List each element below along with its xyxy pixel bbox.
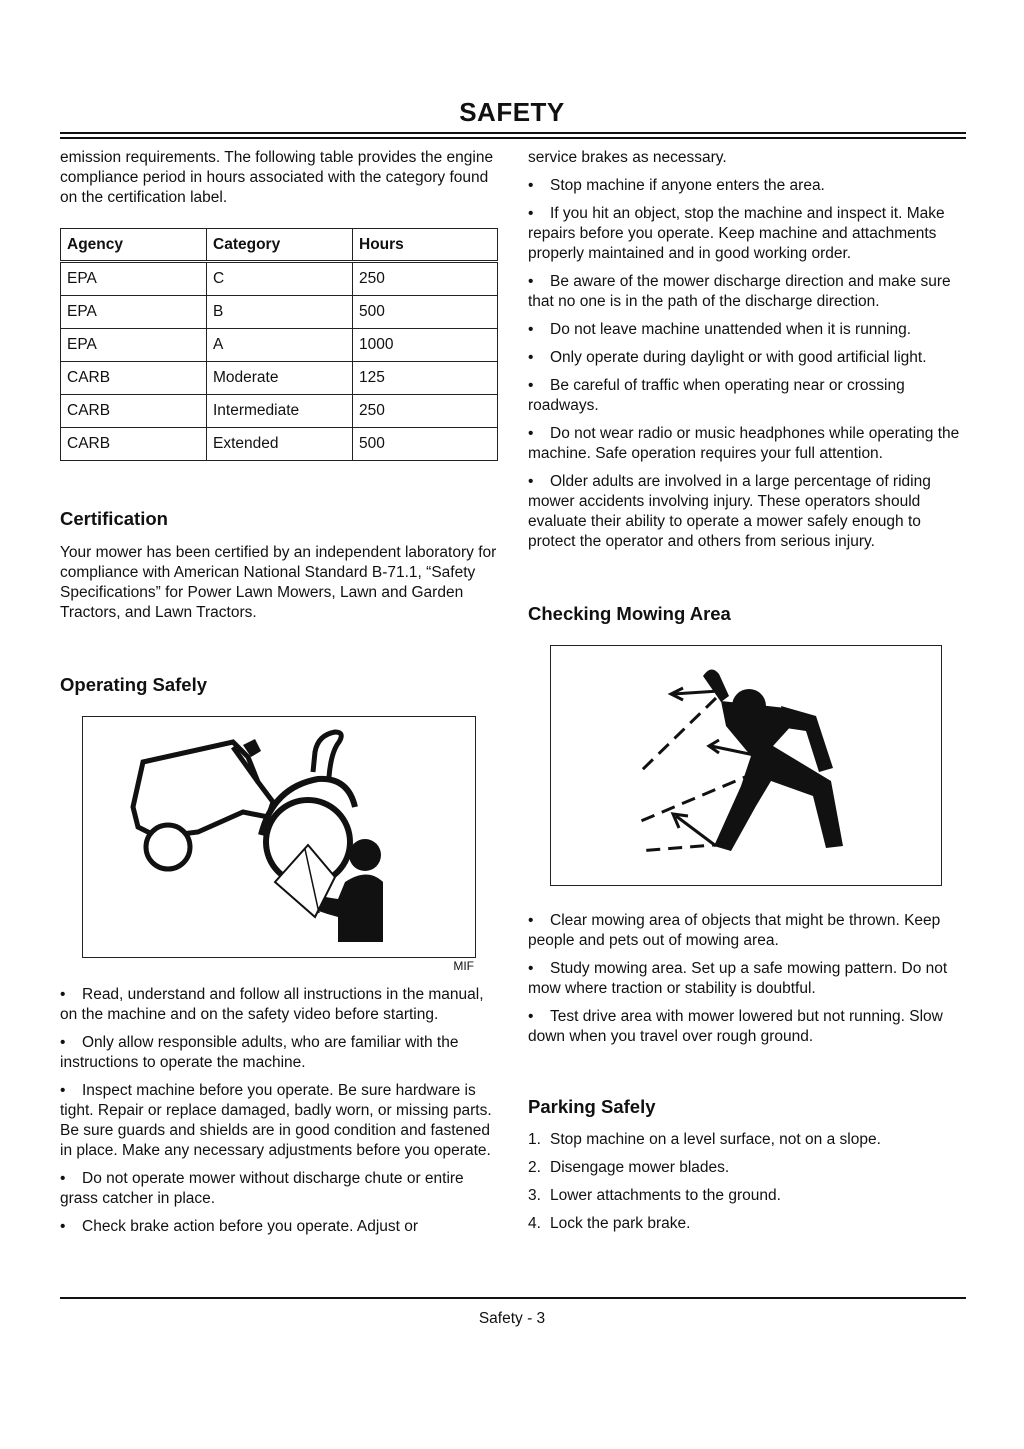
bullet-icon: • — [528, 425, 534, 442]
left-column — [60, 148, 500, 1245]
table-cell: A — [207, 329, 353, 362]
table-header-row — [61, 229, 498, 262]
operating-safely-list — [60, 985, 500, 1237]
list-item: • Only allow responsible adults, who are familiar with the instructions to operate the machine. — [60, 1034, 459, 1071]
right-column — [528, 148, 966, 1242]
list-item: • Do not operate mower without discharge chute or entire grass catcher in place. — [60, 1170, 464, 1207]
bullet-icon: • — [60, 986, 66, 1003]
list-item: • Inspect machine before you operate. Be sure hardware is tight. Repair or replace damaged, badly worn, or missing parts. Be sure guards and shields are in good condition and fastened in place. Make any necessary adjustments before you operate. — [60, 1082, 492, 1159]
table-cell: CARB — [61, 395, 207, 428]
certification-paragraph: Your mower has been certified by an independent laboratory for compliance with American National Standard B-71.1, “Safety Specifications” for Power Lawn Mowers, Lawn and Garden Tractors, and Lawn Tractors. — [60, 544, 497, 621]
table-cell: CARB — [61, 428, 207, 461]
list-item: • Read, understand and follow all instructions in the manual, on the machine and on the safety video before starting. — [60, 986, 484, 1023]
footer-rule — [60, 1297, 966, 1299]
table-cell: C — [207, 262, 353, 296]
table-cell: 250 — [353, 262, 498, 296]
parking-steps-list — [528, 1130, 966, 1234]
table-cell: 500 — [353, 428, 498, 461]
bullet-icon: • — [60, 1034, 66, 1051]
table-cell: 500 — [353, 296, 498, 329]
operating-safely-heading: Operating Safely — [60, 674, 208, 695]
table-row — [61, 296, 498, 329]
bullet-icon: • — [528, 273, 534, 290]
continuation-paragraph: service brakes as necessary. — [528, 149, 727, 166]
table-cell: 1000 — [353, 329, 498, 362]
bullet-icon: • — [528, 177, 534, 194]
operating-safely-figure — [82, 716, 476, 958]
table-row — [61, 428, 498, 461]
bullet-icon: • — [528, 960, 534, 977]
list-item: • Do not leave machine unattended when it is running. — [528, 321, 912, 338]
table-cell: EPA — [61, 296, 207, 329]
bullet-icon: • — [60, 1082, 66, 1099]
parking-safely-heading: Parking Safely — [528, 1096, 656, 1117]
list-item: 2. Disengage mower blades. — [528, 1159, 730, 1176]
table-row — [61, 362, 498, 395]
column-header-category: Category — [207, 229, 353, 262]
mowing-area-list — [528, 911, 966, 1047]
certification-heading: Certification — [60, 508, 168, 529]
list-item: • Do not wear radio or music headphones while operating the machine. Safe operation requires your full attention. — [528, 425, 960, 462]
table-row — [61, 329, 498, 362]
table-cell: Extended — [207, 428, 353, 461]
list-item: 1. Stop machine on a level surface, not on a slope. — [528, 1131, 881, 1148]
list-item: • Only operate during daylight or with good artificial light. — [528, 349, 927, 366]
list-item: 4. Lock the park brake. — [528, 1215, 691, 1232]
thrown-object-illustration — [551, 646, 941, 885]
table-row — [61, 395, 498, 428]
list-item: • Be aware of the mower discharge direction and make sure that no one is in the path of the discharge direction. — [528, 273, 951, 310]
table-cell: 250 — [353, 395, 498, 428]
bullet-icon: • — [528, 321, 534, 338]
list-item: • Test drive area with mower lowered but not running. Slow down when you travel over rough ground. — [528, 1008, 943, 1045]
table-cell: EPA — [61, 329, 207, 362]
page-number: Safety - 3 — [478, 1310, 546, 1327]
bullet-icon: • — [60, 1218, 66, 1235]
bullet-icon: • — [528, 377, 534, 394]
tractor-manual-illustration — [83, 717, 475, 957]
bullet-icon: • — [528, 1008, 534, 1025]
list-item: • Stop machine if anyone enters the area. — [528, 177, 825, 194]
checking-mowing-area-heading: Checking Mowing Area — [528, 603, 731, 624]
bullet-icon: • — [60, 1170, 66, 1187]
bullet-icon: • — [528, 473, 534, 490]
table-cell: CARB — [61, 362, 207, 395]
list-item: • If you hit an object, stop the machine and inspect it. Make repairs before you operate. Keep machine and attachments properly maintained and in good working order. — [528, 205, 945, 262]
column-header-agency: Agency — [61, 229, 207, 262]
table-cell: EPA — [61, 262, 207, 296]
bullet-icon: • — [528, 912, 534, 929]
list-item: • Older adults are involved in a large percentage of riding mower accidents involving injury. These operators should evaluate their ability to operate a mower safely enough to protect the operator and others from serious injury. — [528, 473, 931, 550]
column-header-hours: Hours — [353, 229, 498, 262]
list-item: • Clear mowing area of objects that might be thrown. Keep people and pets out of mowing area. — [528, 912, 941, 949]
intro-paragraph: emission requirements. The following table provides the engine compliance period in hours associated with the category found on the certification label. — [60, 149, 494, 206]
header-rule — [60, 137, 966, 139]
table-row — [61, 262, 498, 296]
table-cell: 125 — [353, 362, 498, 395]
list-item: • Study mowing area. Set up a safe mowing pattern. Do not mow where traction or stability is doubtful. — [528, 960, 948, 997]
list-item: • Be careful of traffic when operating near or crossing roadways. — [528, 377, 905, 414]
page-title: SAFETY — [459, 97, 565, 127]
table-cell: Intermediate — [207, 395, 353, 428]
bullet-icon: • — [528, 205, 534, 222]
table-cell: B — [207, 296, 353, 329]
compliance-table — [60, 228, 498, 461]
header-rule — [60, 132, 966, 134]
table-cell: Moderate — [207, 362, 353, 395]
mowing-area-figure — [550, 645, 942, 886]
list-item: 3. Lower attachments to the ground. — [528, 1187, 781, 1204]
list-item: • Check brake action before you operate. Adjust or — [60, 1218, 419, 1235]
figure-caption: MIF — [453, 959, 474, 973]
bullet-icon: • — [528, 349, 534, 366]
